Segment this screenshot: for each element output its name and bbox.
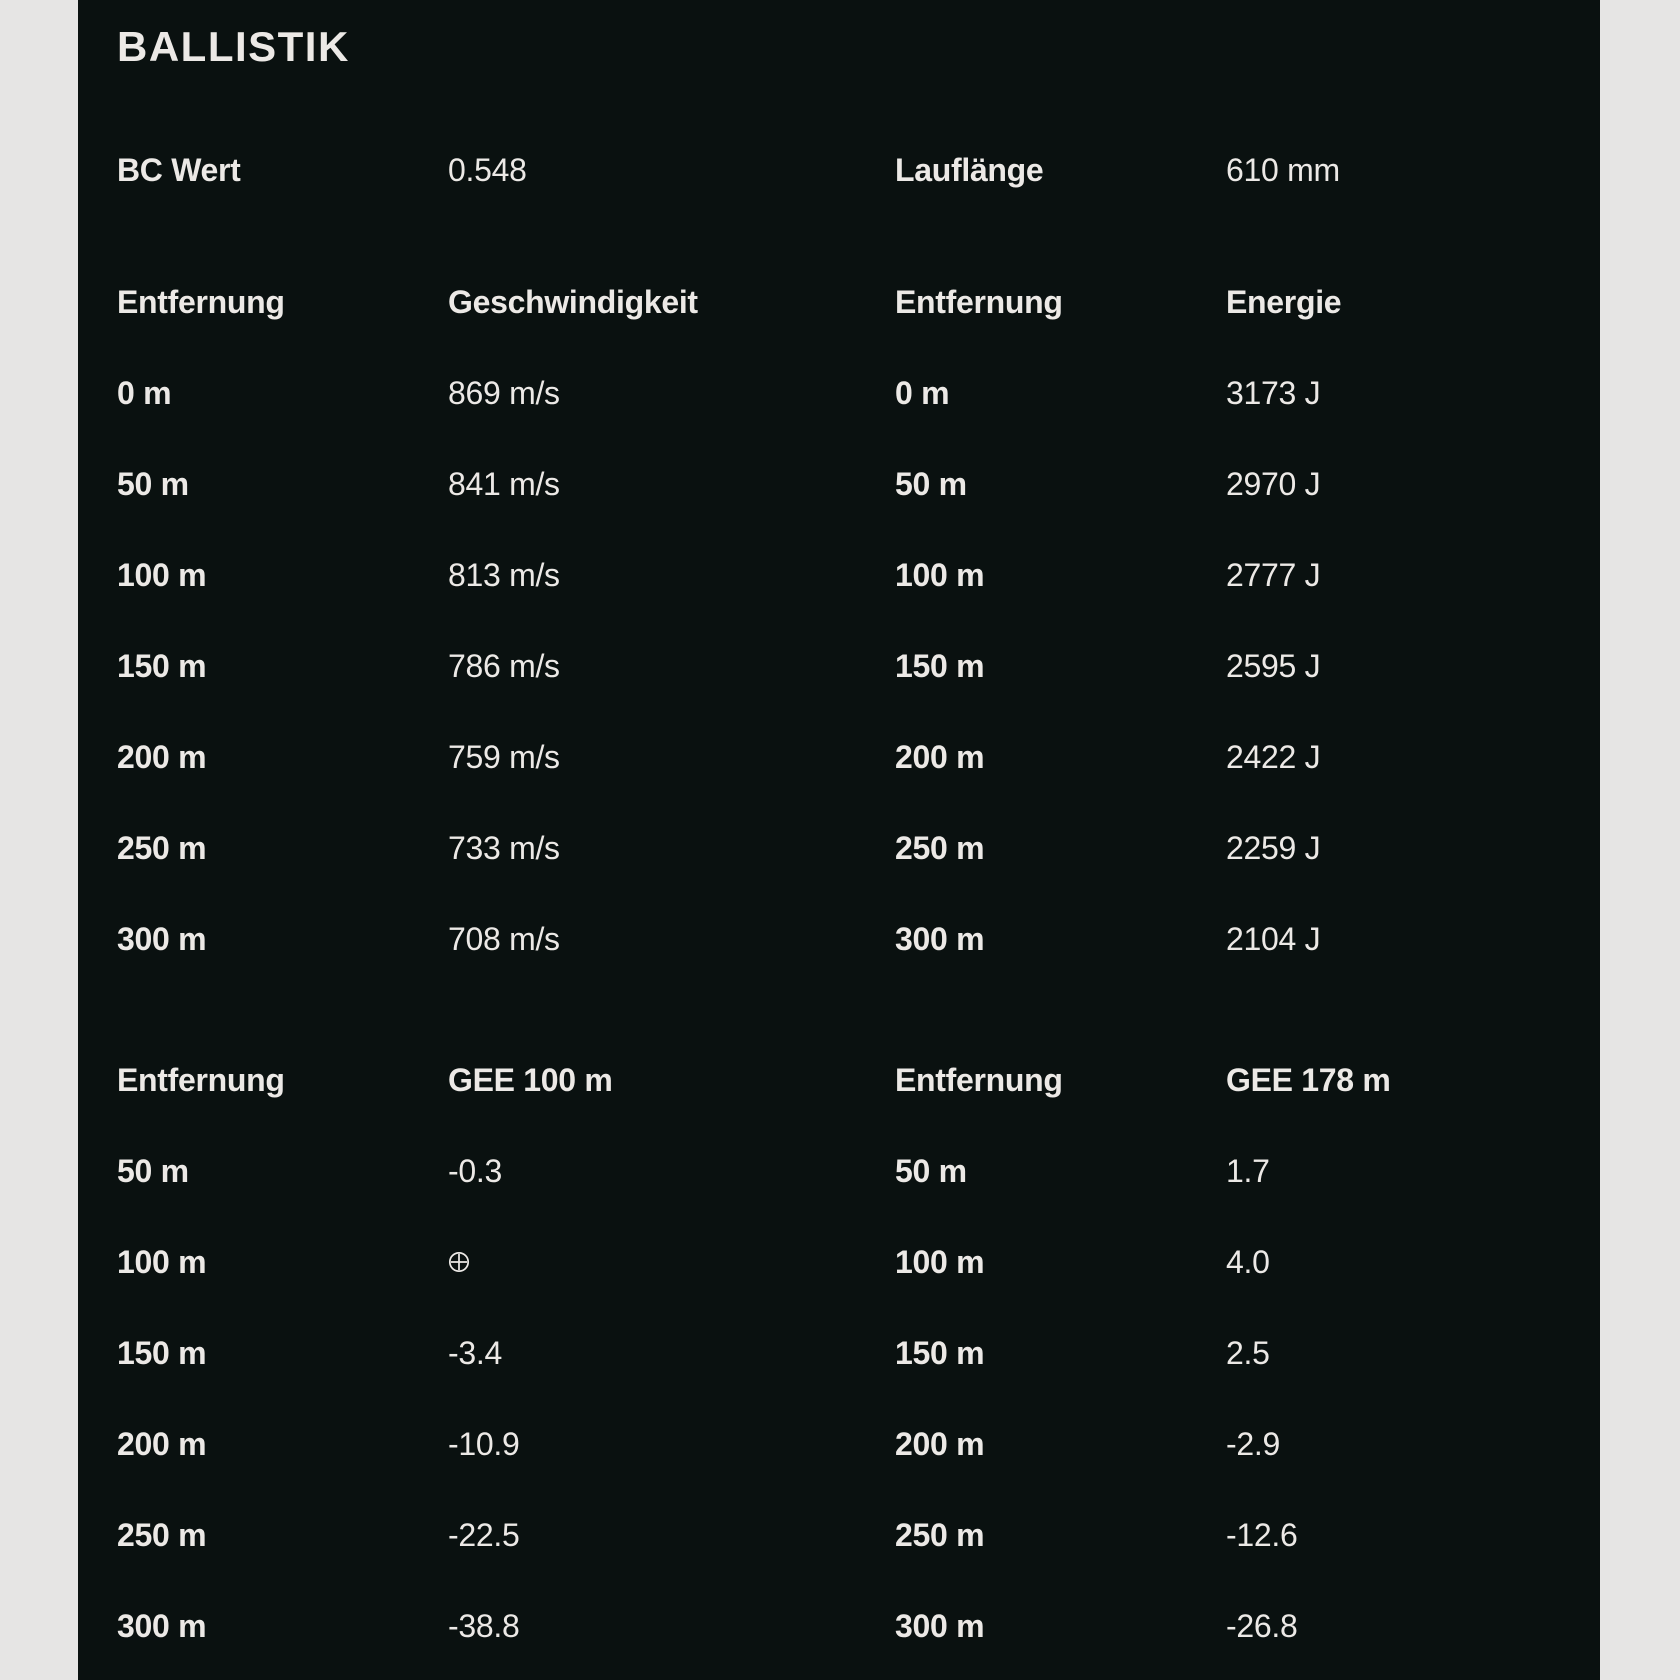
table-row: [117, 438, 1570, 529]
gee100-cell: -10.9: [448, 1425, 520, 1462]
gee-header-row: [117, 1034, 1570, 1125]
table-row: [117, 529, 1570, 620]
distance-cell: 300 m: [895, 1607, 985, 1644]
energy-cell: 2777 J: [1226, 556, 1321, 593]
energy-cell: 2104 J: [1226, 920, 1321, 957]
velocity-energy-header-row: [117, 256, 1570, 347]
distance-cell: 100 m: [117, 556, 207, 593]
distance-cell: 0 m: [895, 374, 950, 411]
distance-cell: 50 m: [895, 1152, 967, 1189]
crosshair-zero-icon: [448, 1251, 470, 1273]
gee100-distance-header: Entfernung: [117, 1061, 285, 1098]
velocity-cell: 708 m/s: [448, 920, 560, 957]
table-row: [117, 620, 1570, 711]
lauflaenge-label: Lauflänge: [895, 151, 1044, 188]
distance-cell: 150 m: [117, 1334, 207, 1371]
energy-cell: 2422 J: [1226, 738, 1321, 775]
gee178-cell: 1.7: [1226, 1152, 1270, 1189]
gee100-cell: -3.4: [448, 1334, 502, 1371]
table-row: [117, 1125, 1570, 1216]
table-row: [117, 347, 1570, 438]
distance-cell: 50 m: [117, 465, 189, 502]
distance-cell: 100 m: [895, 556, 985, 593]
gee178-cell: 2.5: [1226, 1334, 1270, 1371]
velocity-value-header: Geschwindigkeit: [448, 283, 698, 320]
gee178-cell: -26.8: [1226, 1607, 1298, 1644]
distance-cell: 200 m: [117, 1425, 207, 1462]
velocity-cell: 813 m/s: [448, 556, 560, 593]
table-row: [117, 711, 1570, 802]
energy-value-header: Energie: [1226, 283, 1342, 320]
table-row: [117, 1307, 1570, 1398]
distance-cell: 200 m: [895, 1425, 985, 1462]
distance-cell: 250 m: [117, 1516, 207, 1553]
bc-wert-value: 0.548: [448, 151, 527, 188]
velocity-cell: 759 m/s: [448, 738, 560, 775]
velocity-cell: 869 m/s: [448, 374, 560, 411]
distance-cell: 250 m: [117, 829, 207, 866]
velocity-cell: 786 m/s: [448, 647, 560, 684]
distance-cell: 150 m: [117, 647, 207, 684]
gee100-cell: [448, 1251, 895, 1273]
distance-cell: 150 m: [895, 647, 985, 684]
distance-cell: 300 m: [117, 1607, 207, 1644]
gee100-cell: -22.5: [448, 1516, 520, 1553]
gee100-cell: -0.3: [448, 1152, 502, 1189]
gee178-distance-header: Entfernung: [895, 1061, 1063, 1098]
ballistics-panel: [78, 0, 1600, 1680]
distance-cell: 50 m: [895, 465, 967, 502]
bc-wert-label: BC Wert: [117, 151, 241, 188]
distance-cell: 300 m: [895, 920, 985, 957]
table-row: [117, 1489, 1570, 1580]
table-row: [117, 893, 1570, 984]
table-row: [117, 1398, 1570, 1489]
section-title: BALLISTIK: [117, 23, 350, 70]
specs-row: [117, 124, 1570, 215]
distance-cell: 300 m: [117, 920, 207, 957]
table-row: [117, 1580, 1570, 1671]
gee178-cell: -2.9: [1226, 1425, 1280, 1462]
gee178-cell: -12.6: [1226, 1516, 1298, 1553]
distance-cell: 250 m: [895, 1516, 985, 1553]
velocity-cell: 733 m/s: [448, 829, 560, 866]
lauflaenge-value: 610 mm: [1226, 151, 1340, 188]
distance-cell: 200 m: [895, 738, 985, 775]
gee100-cell: -38.8: [448, 1607, 520, 1644]
gee178-value-header: GEE 178 m: [1226, 1061, 1391, 1098]
energy-distance-header: Entfernung: [895, 283, 1063, 320]
table-row: [117, 802, 1570, 893]
energy-cell: 3173 J: [1226, 374, 1321, 411]
distance-cell: 250 m: [895, 829, 985, 866]
gee100-value-header: GEE 100 m: [448, 1061, 613, 1098]
distance-cell: 50 m: [117, 1152, 189, 1189]
table-row: [117, 1216, 1570, 1307]
distance-cell: 100 m: [895, 1243, 985, 1280]
distance-cell: 150 m: [895, 1334, 985, 1371]
distance-cell: 200 m: [117, 738, 207, 775]
energy-cell: 2970 J: [1226, 465, 1321, 502]
distance-cell: 0 m: [117, 374, 172, 411]
energy-cell: 2595 J: [1226, 647, 1321, 684]
velocity-cell: 841 m/s: [448, 465, 560, 502]
gee178-cell: 4.0: [1226, 1243, 1270, 1280]
energy-cell: 2259 J: [1226, 829, 1321, 866]
distance-cell: 100 m: [117, 1243, 207, 1280]
velocity-distance-header: Entfernung: [117, 283, 285, 320]
